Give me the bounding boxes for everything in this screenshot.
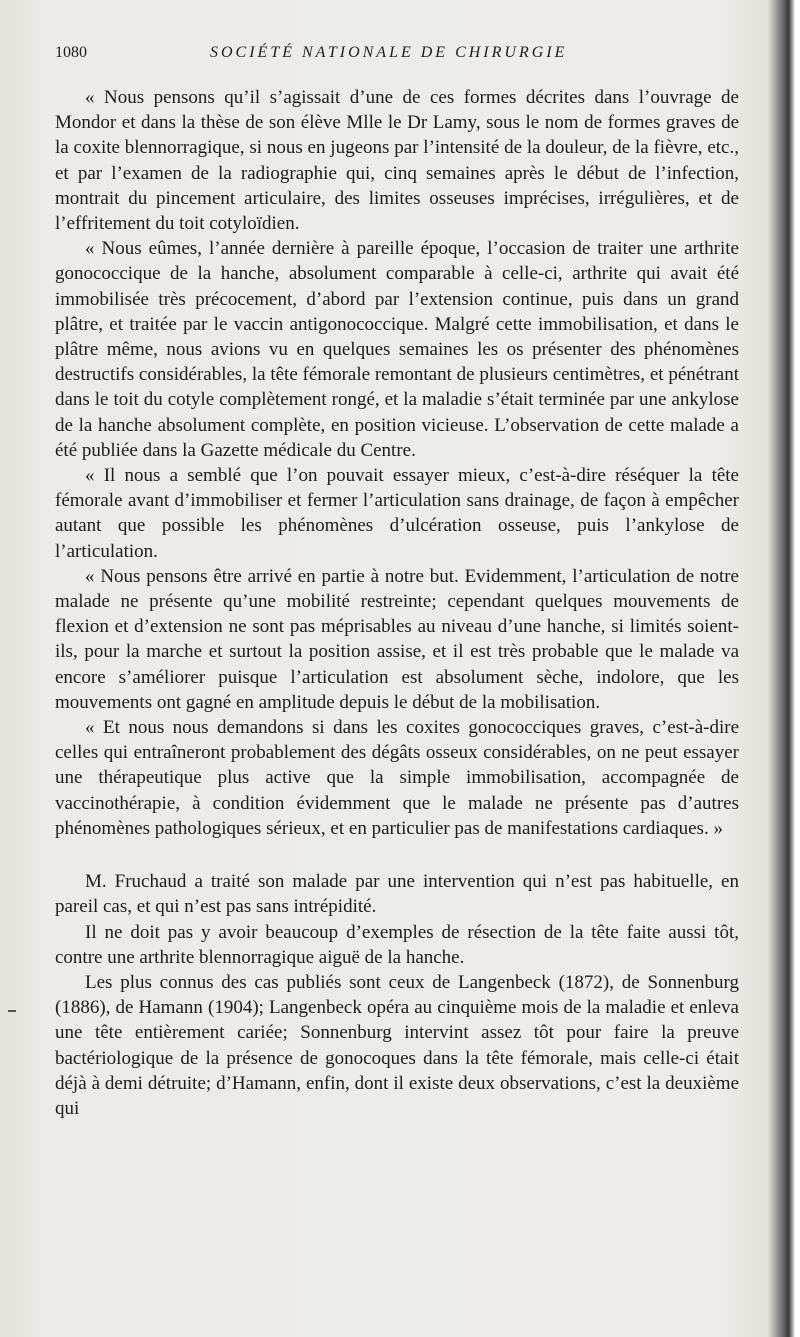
paragraph-quote-4: « Nous pensons être arrivé en partie à notre but. Evidemment, l’articulation de notre malade ne présente qu’une mobilité restreinte; cependant quelques mouvements de flexion et d’extension ne sont pas méprisables au niveau d’une hanche, si limités soient-ils, pour la marche et surtout la position assise, et il est très probable que le malade va encore s’améliorer puisque l’articulation est absolument sèche, indolore, que les mouvements ont gagné en amplitude depuis le début de la mobilisation. <box>55 565 739 713</box>
paragraph-comment-1: M. Fruchaud a traité son malade par une intervention qui n’est pas habituelle, en pareil cas, et qui n’est pas sans intrépidité. <box>55 871 739 918</box>
paragraph-comment-2: Il ne doit pas y avoir beaucoup d’exemples de résection de la tête faite aussi tôt, contre une arthrite blennorragique aiguë de la hanche. <box>55 921 739 968</box>
paragraph-quote-2: « Nous eûmes, l’année dernière à pareille époque, l’occasion de traiter une arthrite gonococcique de la hanche, absolument comparable à celle-ci, arthrite qui avait été immobilisée très précocement, d’abord par l’extension continue, puis dans un grand plâtre, et traitée par le vaccin antigonococcique. Malgré cette immobilisation, et dans le plâtre même, nous avions vu en quelques semaines les os présenter des phénomènes destructifs considérables, la tête fémorale remontant de plusieurs centimètres, et pénétrant dans le toit du cotyle complètement rongé, et la maladie s’était terminée par une ankylose de la hanche absolument complète, en position vicieuse. L’observation de cette malade a été publiée dans la Gazette médicale du Centre. <box>55 238 739 461</box>
paragraph-quote-5: « Et nous nous demandons si dans les coxites gonococciques graves, c’est-à-dire celles qui entraîneront probablement des dégâts osseux considérables, on ne peut essayer une thérapeutique plus active que la simple immobilisation, accompagnée de vaccinothérapie, à condition évidemment que le malade ne présente pas d’autres phénomènes pathologiques sérieux, et en particulier pas de manifestations cardiaques. » <box>55 717 739 839</box>
running-title: SOCIÉTÉ NATIONALE DE CHIRURGIE <box>210 44 568 61</box>
paragraph-quote-1: « Nous pensons qu’il s’agissait d’une de ces formes décrites dans l’ouvrage de Mondor et dans la thèse de son élève Mlle le Dr Lamy, sous le nom de formes graves de la coxite blennorragique, si nous en jugeons par l’intensité de la douleur, de la fièvre, etc., et par l’examen de la radiographie qui, cinq semaines après le début de l’infection, montrait du pincement articulaire, des limites osseuses imprécises, irrégulières, et de l’effritement du toit cotyloïdien. <box>55 87 739 235</box>
body-text <box>55 85 739 1121</box>
paragraph-comment-3: Les plus connus des cas publiés sont ceux de Langenbeck (1872), de Sonnenburg (1886), de Hamann (1904); Langenbeck opéra au cinquième mois de la maladie et enleva une tête entièrement cariée; Sonnenburg intervint assez tôt pour faire la preuve bactériologique de la présence de gonocoques dans la tête fémorale, mais celle-ci était déjà à demi détruite; d’Hamann, enfin, dont il existe deux observations, c’est la deuxième qui <box>55 971 739 1119</box>
paragraph-quote-3: « Il nous a semblé que l’on pouvait essayer mieux, c’est-à-dire réséquer la tête fémorale avant d’immobiliser et fermer l’articulation sans drainage, de façon à empêcher autant que possible les phénomènes d’ulcération osseuse, puis l’ankylose de l’articulation. <box>55 465 739 562</box>
page-number: 1080 <box>55 44 87 61</box>
page-header <box>55 44 745 66</box>
margin-mark <box>8 1010 16 1012</box>
